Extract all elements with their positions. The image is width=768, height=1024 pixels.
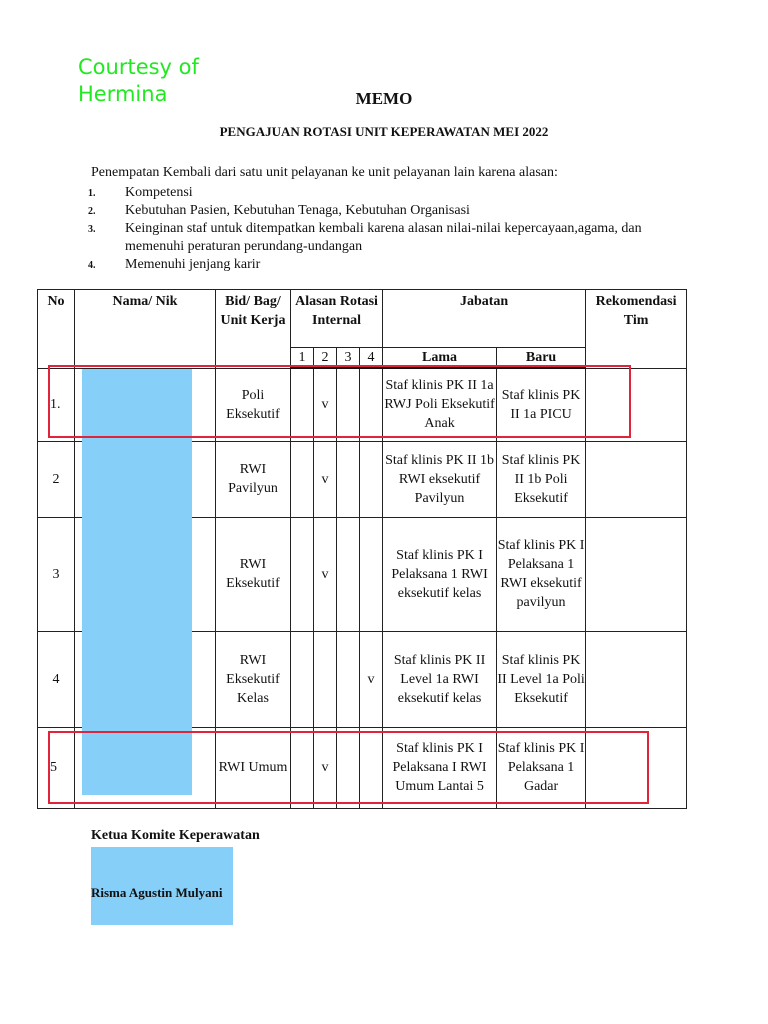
- reason-number: 4.: [88, 260, 96, 271]
- cell-jabatan-baru: Staf klinis PK I Pelaksana 1 RWI eksekutif pavilyun: [497, 517, 586, 631]
- reason-text: Kebutuhan Pasien, Kebutuhan Tenaga, Kebutuhan Organisasi: [125, 203, 470, 218]
- cell-alasan-2: v: [314, 441, 337, 517]
- header-no: No: [38, 290, 75, 369]
- cell-alasan-2: [314, 631, 337, 727]
- reason-number: 2.: [88, 206, 96, 217]
- cell-alasan-1: [291, 517, 314, 631]
- cell-rekomendasi: [586, 631, 687, 727]
- cell-alasan-4: [360, 441, 383, 517]
- cell-alasan-1: [291, 631, 314, 727]
- reason-number: 3.: [88, 224, 96, 235]
- cell-jabatan-lama: Staf klinis PK I Pelaksana I RWI Umum Lantai 5: [383, 727, 497, 808]
- reason-item: [88, 256, 648, 274]
- cell-rekomendasi: [586, 441, 687, 517]
- memo-subtitle: PENGAJUAN ROTASI UNIT KEPERAWATAN MEI 2022: [219, 124, 549, 139]
- reason-item: [88, 220, 648, 256]
- reasons-list: [88, 184, 648, 274]
- cell-jabatan-lama: Staf klinis PK II 1a RWJ Poli Eksekutif Anak: [383, 368, 497, 441]
- cell-alasan-1: [291, 441, 314, 517]
- header-alasan-1: 1: [291, 348, 314, 369]
- cell-alasan-2: v: [314, 368, 337, 441]
- header-alasan-4: 4: [360, 348, 383, 369]
- cell-alasan-2: v: [314, 517, 337, 631]
- cell-jabatan-lama: Staf klinis PK II Level 1a RWI eksekutif kelas: [383, 631, 497, 727]
- cell-no: 5: [38, 727, 75, 808]
- cell-jabatan-baru: Staf klinis PK II 1a PICU: [497, 368, 586, 441]
- header-jabatan-baru: Baru: [497, 348, 586, 369]
- header-alasan-rotasi: Alasan Rotasi Internal: [291, 290, 383, 348]
- reason-text: Memenuhi jenjang karir: [125, 257, 261, 272]
- cell-alasan-2: v: [314, 727, 337, 808]
- header-rekomendasi: Rekomendasi Tim: [586, 290, 687, 369]
- intro-text: Penempatan Kembali dari satu unit pelayanan ke unit pelayanan lain karena alasan:: [91, 165, 558, 180]
- cell-unit: RWI Eksekutif: [216, 517, 291, 631]
- cell-unit: Poli Eksekutif: [216, 368, 291, 441]
- signer-name: Risma Agustin Mulyani: [91, 885, 223, 900]
- header-jabatan-lama: Lama: [383, 348, 497, 369]
- cell-jabatan-baru: Staf klinis PK II 1b Poli Eksekutif: [497, 441, 586, 517]
- cell-jabatan-lama: Staf klinis PK I Pelaksana 1 RWI eksekutif kelas: [383, 517, 497, 631]
- cell-no: 3: [38, 517, 75, 631]
- watermark-courtesy: Courtesy of Hermina: [78, 55, 199, 106]
- memo-title: MEMO: [355, 89, 413, 108]
- cell-unit: RWI Umum: [216, 727, 291, 808]
- cell-jabatan-lama: Staf klinis PK II 1b RWI eksekutif Pavilyun: [383, 441, 497, 517]
- cell-alasan-3: [337, 517, 360, 631]
- cell-alasan-3: [337, 441, 360, 517]
- cell-jabatan-baru: Staf klinis PK I Pelaksana 1 Gadar: [497, 727, 586, 808]
- cell-no: 4: [38, 631, 75, 727]
- reason-text: Keinginan staf untuk ditempatkan kembali karena alasan nilai-nilai kepercayaan,agama, dan memenuhi peraturan perundang-undangan: [125, 221, 642, 254]
- header-alasan-3: 3: [337, 348, 360, 369]
- cell-alasan-4: [360, 517, 383, 631]
- cell-no: 1.: [38, 368, 75, 441]
- header-nama-nik: Nama/ Nik: [75, 290, 216, 369]
- reason-text: Kompetensi: [125, 185, 193, 200]
- header-jabatan: Jabatan: [383, 290, 586, 348]
- highlight-box-row-5: [48, 731, 649, 804]
- reason-item: [88, 202, 648, 220]
- signer-title: Ketua Komite Keperawatan: [91, 828, 260, 843]
- reason-item: [88, 184, 648, 202]
- header-unit-kerja: Bid/ Bag/ Unit Kerja: [216, 290, 291, 369]
- cell-alasan-4: v: [360, 631, 383, 727]
- header-alasan-2: 2: [314, 348, 337, 369]
- reason-number: 1.: [88, 188, 96, 199]
- cell-unit: RWI Pavilyun: [216, 441, 291, 517]
- cell-no: 2: [38, 441, 75, 517]
- cell-unit: RWI Eksekutif Kelas: [216, 631, 291, 727]
- cell-rekomendasi: [586, 517, 687, 631]
- cell-jabatan-baru: Staf klinis PK II Level 1a Poli Eksekutif: [497, 631, 586, 727]
- cell-alasan-3: [337, 631, 360, 727]
- highlight-box-row-1: [48, 365, 631, 438]
